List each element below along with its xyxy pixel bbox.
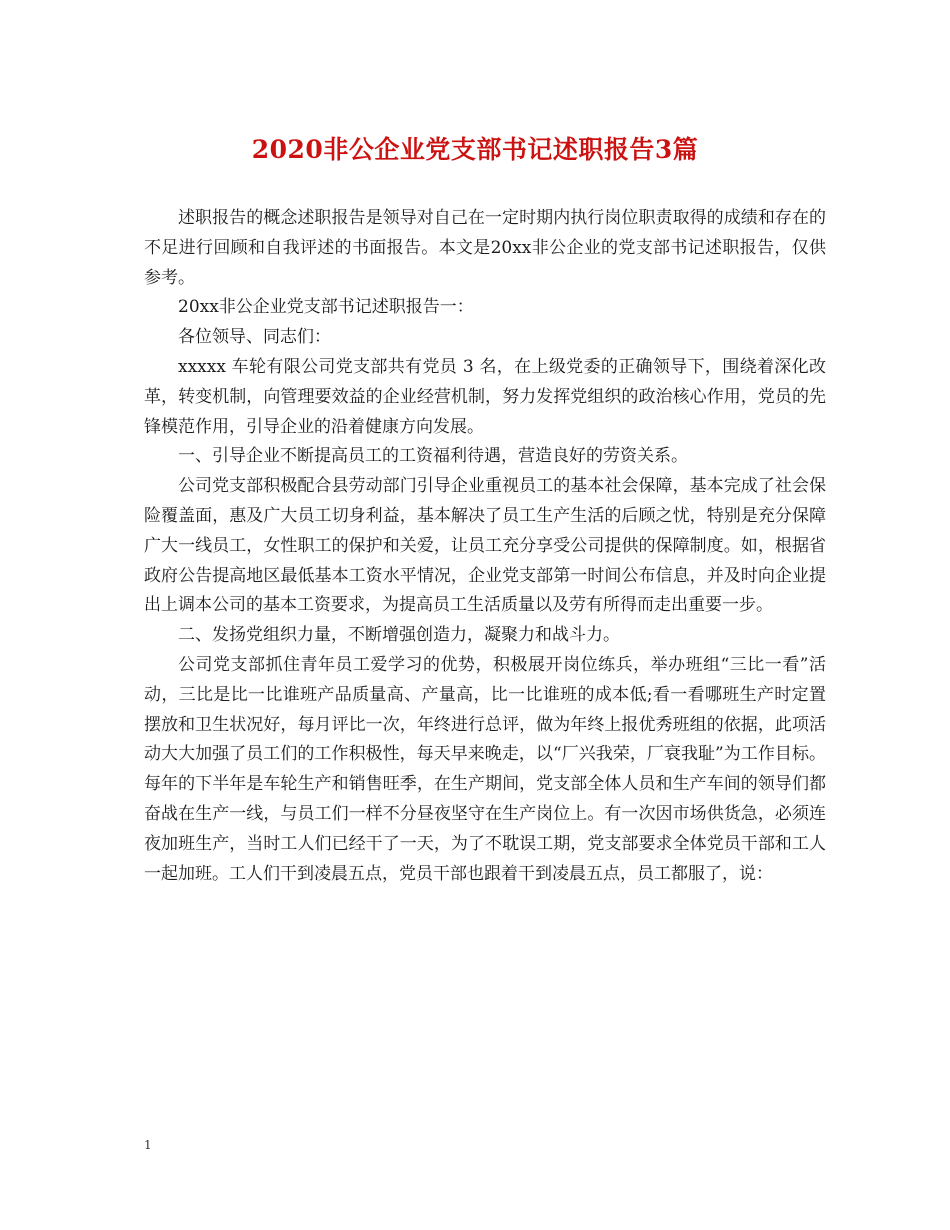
paragraph-intro: 述职报告的概念述职报告是领导对自己在一定时期内执行岗位职责取得的成绩和存在的不足进行回顾和自我评述的书面报告。本文是20xx非公企业的党支部书记述职报告，仅供参考。	[144, 208, 826, 288]
paragraph-section-one-heading: 一、引导企业不断提高员工的工资福利待遇，营造良好的劳资关系。	[178, 446, 688, 467]
document-title: 2020非公企业党支部书记述职报告3篇	[251, 135, 699, 164]
paragraph-report-heading: 20xx非公企业党支部书记述职报告一：	[178, 297, 474, 318]
paragraph-salutation: 各位领导、同志们：	[178, 327, 331, 348]
paragraph-section-one-body: 公司党支部积极配合县劳动部门引导企业重视员工的基本社会保障，基本完成了社会保险覆盖面，惠及广大员工切身利益，基本解决了员工生产生活的后顾之忧，特别是充分保障广大一线员工，女性职工的保护和关爱，让员工充分享受公司提供的保障制度。如，根据省政府公告提高地区最低基本工资水平情况，企业党支部第一时间公布信息，并及时向企业提出上调本公司的基本工资要求，为提高员工生活质量以及劳有所得而走出重要一步。	[144, 476, 826, 616]
page-number: 1	[144, 1138, 152, 1152]
paragraph-section-two-body: 公司党支部抓住青年员工爱学习的优势，积极展开岗位练兵，举办班组“三比一看”活动，三比是比一比谁班产品质量高、产量高，比一比谁班的成本低;看一看哪班生产时定置摆放和卫生状况好，每月评比一次，年终进行总评，做为年终上报优秀班组的依据，此项活动大大加强了员工们的工作积极性，每天早来晚走，以“厂兴我荣，厂衰我耻”为工作目标。 每年的下半年是车轮生产和销售旺季，在生产期间，党支部全体人员和生产车间的领导们都奋战在生产一线，与员工们一样不分昼夜坚守在生产岗位上。有一次因市场供货急，必须连夜加班生产，当时工人们已经干了一天，为了不耽误工期，党支部要求全体党员干部和工人一起加班。工人们干到凌晨五点，党员干部也跟着干到凌晨五点，员工都服了，说：	[144, 654, 826, 884]
paragraph-section-two-heading: 二、发扬党组织力量，不断增强创造力，凝聚力和战斗力。	[178, 625, 620, 646]
paragraph-overview: xxxxx 车轮有限公司党支部共有党员 3 名，在上级党委的正确领导下，围绕着深化改革，转变机制，向管理要效益的企业经营机制，努力发挥党组织的政治核心作用，党员的先锋模范作用，引导企业的沿着健康方向发展。	[144, 356, 826, 437]
document-body	[144, 204, 826, 889]
